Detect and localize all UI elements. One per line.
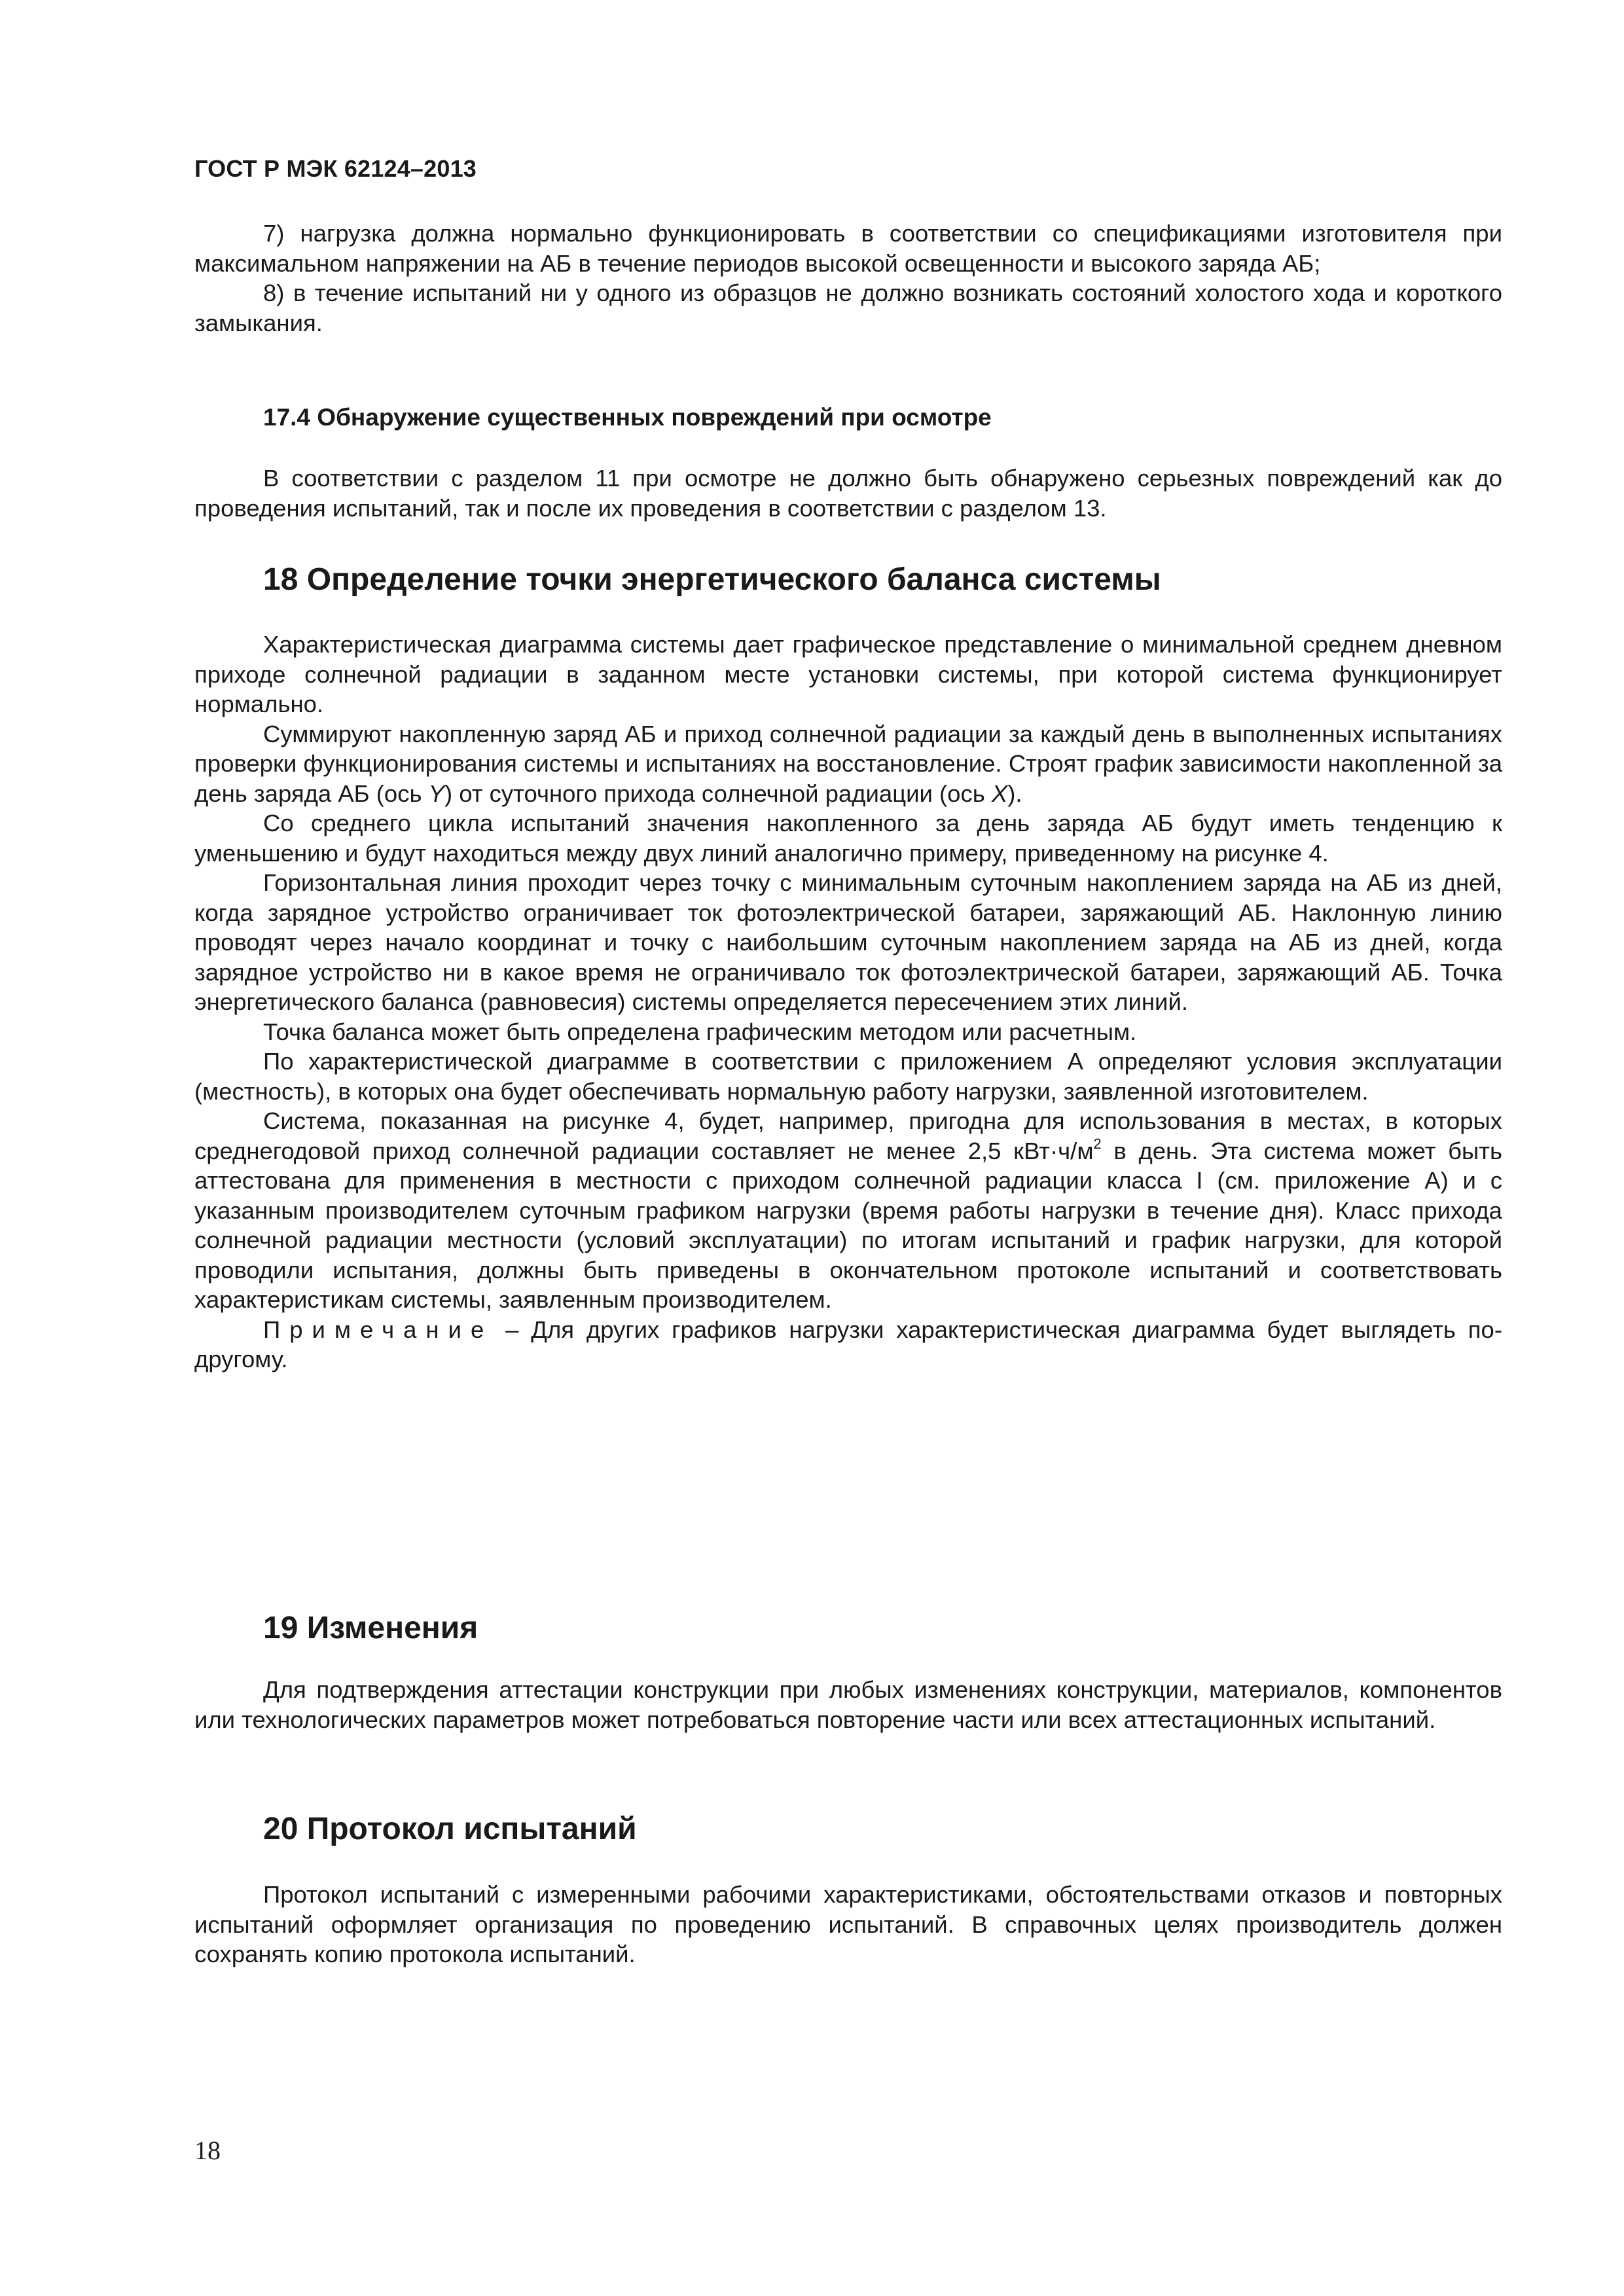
list-item-7: 7) нагрузка должна нормально функционировать в соответствии со спецификациями изготовителя при максимальном напряжении на АБ в течение периодов высокой освещенности и высокого заряда АБ; bbox=[194, 220, 1502, 277]
paragraph: По характеристической диаграмме в соответствии с приложением А определяют условия эксплуатации (местность), в которых она будет обеспечивать нормальную работу нагрузки, заявленной изготовителем. bbox=[194, 1048, 1502, 1105]
paragraph: Суммируют накопленную заряд АБ и приход солнечной радиации за каждый день в выполненных испытаниях проверки функционирования системы и испытаниях на восстановление. Строят график зависимости накопленной за день заряда АБ (ось Y) от суточного прихода солнечной радиации (ось X). bbox=[194, 720, 1502, 807]
paragraph: Протокол испытаний с измеренными рабочими характеристиками, обстоятельствами отказов и повторных испытаний оформляет организация по проведению испытаний. В справочных целях производитель должен сохранять копию протокола испытаний. bbox=[194, 1881, 1502, 1967]
section-19-body bbox=[194, 1675, 1502, 1734]
paragraph: Система, показанная на рисунке 4, будет, например, пригодна для использования в местах, в которых среднегодовой приход солнечной радиации составляет не менее 2,5 $кВт\cdot ч/м^2$ в день. Эта система может быть аттестована для применения в местности с приходом солнечной радиации класса I (см. приложение А) и с указанным производителем суточным графиком нагрузки (время работы нагрузки в течение дня). Класс прихода солнечной радиации местности (условий эксплуатации) по итогам испытаний и график нагрузки, для которой проводили испытания, должны быть приведены в окончательном протоколе испытаний и соответствовать характеристикам системы, заявленным производителем. bbox=[194, 1107, 1502, 1313]
section-title-18: 18 Определение точки энергетического баланса системы bbox=[263, 562, 1161, 597]
paragraph: Горизонтальная линия проходит через точку с минимальным суточным накоплением заряда на АБ из дней, когда зарядное устройство ограничивает ток фотоэлектрической батареи, заряжающий АБ. Наклонную линию проводят через начало координат и точку с наибольшим суточным накоплением заряда на АБ из дней, когда зарядное устройство ни в какое время не ограничивало ток фотоэлектрической батареи, заряжающий АБ. Точка энергетического баланса (равновесия) системы определяется пересечением этих линий. bbox=[194, 869, 1502, 1015]
axis-y-symbol: Y bbox=[428, 780, 444, 807]
axis-x-symbol: X bbox=[991, 780, 1008, 807]
list-block bbox=[194, 219, 1502, 338]
subsection-title-17-4: 17.4 Обнаружение существенных повреждений при осмотре bbox=[263, 404, 992, 431]
page-number: 18 bbox=[194, 2136, 221, 2165]
section-title-19: 19 Изменения bbox=[263, 1611, 478, 1645]
paragraph: Для подтверждения аттестации конструкции при любых изменениях конструкции, материалов, компонентов или технологических параметров может потребоваться повторение части или всех аттестационных испытаний. bbox=[194, 1676, 1502, 1733]
section-title-20: 20 Протокол испытаний bbox=[263, 1812, 637, 1846]
note-label: Примечание bbox=[263, 1316, 494, 1343]
paragraph: Со среднего цикла испытаний значения накопленного за день заряда АБ будут иметь тенденцию к уменьшению и будут находиться между двух линий аналогично примеру, приведенному на рисунке 4. bbox=[194, 810, 1502, 867]
section-18-body bbox=[194, 630, 1502, 1374]
note: Примечание – Для других графиков нагрузки характеристическая диаграмма будет выглядеть по-другому. bbox=[194, 1316, 1502, 1372]
list-item-8: 8) в течение испытаний ни у одного из образцов не должно возникать состояний холостого хода и короткого замыкания. bbox=[194, 279, 1502, 336]
subsection-17-4-body bbox=[194, 463, 1502, 523]
paragraph: В соответствии с разделом 11 при осмотре не должно быть обнаружено серьезных повреждений как до проведения испытаний, так и после их проведения в соответствии с разделом 13. bbox=[194, 465, 1502, 522]
document-header-code: ГОСТ Р МЭК 62124–2013 bbox=[194, 155, 477, 182]
paragraph: Характеристическая диаграмма системы дает графическое представление о минимальной среднем дневном приходе солнечной радиации в заданном месте установки системы, при которой система функционирует нормально. bbox=[194, 631, 1502, 717]
paragraph: Точка баланса может быть определена графическим методом или расчетным. bbox=[263, 1018, 1137, 1045]
section-20-body bbox=[194, 1880, 1502, 1969]
